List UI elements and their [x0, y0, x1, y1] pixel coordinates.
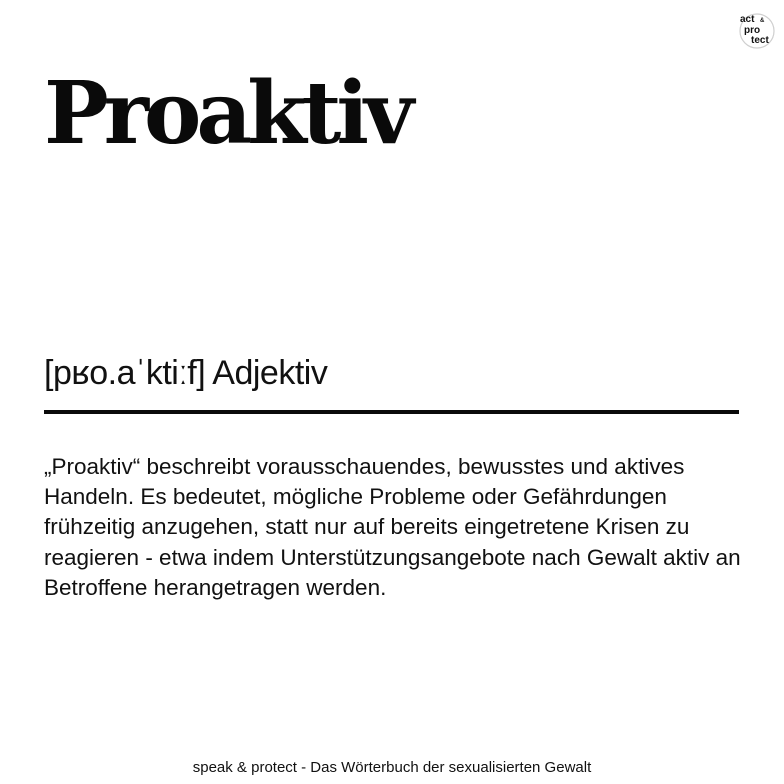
logo-icon [736, 10, 778, 52]
pronunciation-line [44, 353, 327, 393]
logo-text-tect: tect [751, 35, 769, 46]
footer-caption: speak & protect - Das Wörterbuch der sexualisierten Gewalt [192, 759, 592, 776]
logo-ampersand: & [760, 18, 765, 24]
divider-rule [44, 410, 739, 414]
pronunciation: [pʁo.aˈktiːf] [44, 354, 206, 392]
logo-text-pro: pro [744, 25, 761, 36]
definition-text: „Proaktiv“ beschreibt vorausschauendes, bewusstes und aktives Handeln. Es bedeutet, mögliche Probleme oder Gefährdungen frühzeitig anzugehen, statt nur auf bereits eingetretene Krisen zu reagieren - etwa indem Unterstützungsangebote nach Gewalt aktiv an Betroffene herangetragen werden. [44, 454, 741, 600]
logo-text-act: act [740, 14, 755, 25]
word-class: Adjektiv [212, 354, 328, 392]
headword: Proaktiv [44, 63, 410, 164]
act-protect-logo [736, 10, 778, 52]
